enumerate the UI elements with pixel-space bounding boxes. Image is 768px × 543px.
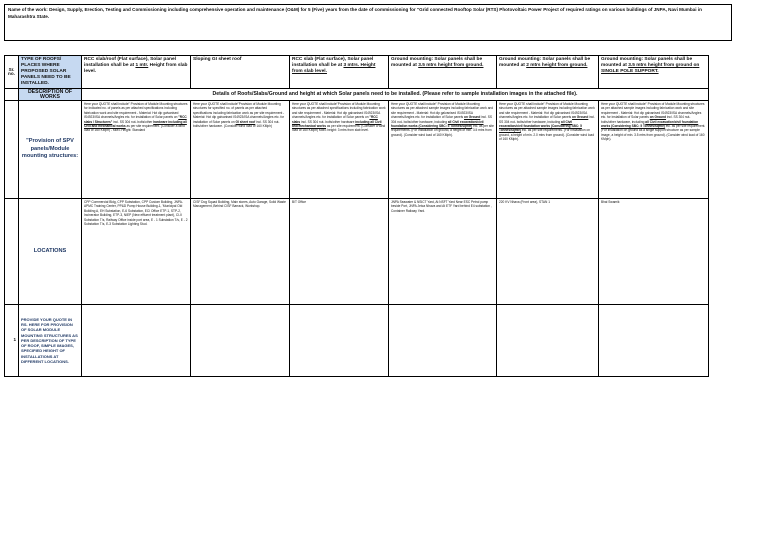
quote-input-cell-2[interactable] [191, 305, 290, 377]
location-cell-1: CPP Commercial Bldg, CPP Substation, CPP Custom Building, JNPA-APMC Training Center, PP&D Pump House Building-1, 'Municipal Old Building A, EH Substation, E-6 Substation, ECI Office ETP-1, STP-2, Incinerator Building, ETP-3, NIEP (New effluent treatment plant), CI-II Substation T/s, Railway Office inside port area, E - 1 Substation T/s, E - 2 Substation T/s, E-3 Substation Lighting Stud. [82, 199, 191, 305]
provision-cell-4: Here your QUOTE shall include" Provision of Module Mounting structures as per attached sample images including fabrication work and site requirement - Material: Hot dip galvanised IS4923/ISA channels/Angles etc. for installation of Solar panels on Ground incl. SS 304 nut- bolts/other hardware, including all Civil excavation/civil foundation works (Considering SBC: 5 Tonnes/sqmtr) etc. as per site requirements. (For installation on ground, a height of min. 3.5 mtrs from ground). (Consider wind load of 160 KMph). [389, 101, 497, 199]
location-cell-5: 220 KV Nhava (Front area), STAN 1 [497, 199, 599, 305]
provision-cell-5: Here your QUOTE shall include" Provision of Module Mounting structures as per attached sample images including fabrication work and site requirement - Material: Hot dip galvanised IS4923/ISA channels/Angles etc. for installation of Solar panels on Ground incl. SS 304 nut- bolts/other hardware, including all Civil excavation/civil foundation works (Considering SBC: 5 Tonnes/sqmtr) etc. as per site requirements. (For installation on ground, a height of min. 2.0 mtrs from ground). (Consider wind load of 160 KMph). [497, 101, 599, 199]
quote-input-cell-6[interactable] [599, 305, 709, 377]
column-header-6: Ground mounting: Solar panels shall be mounted at 3.5 mtrs height from ground on SINGLE POLE SUPPORT. [599, 56, 709, 89]
column-header-2: Sloping GI sheet roof [191, 56, 290, 89]
provision-cell-6: Here your QUOTE shall include" Provision of Module Mounting structures as per attached sample images including fabrication work and site requirement - Material: Hot dip galvanised IS4923/ISA channels/Angles etc. for installation of Solar panels on Ground incl. SS 304 nut- bolts/other hardware, including all Civil excavation/civil foundation works (Considering SBC: 5 Tonnes/sqmtr) etc. as per site requirement. (For installation on ground as a single support structure as per sample image, a height of min. 3.5 mtrs from ground). (Consider wind load of 160 KMph). [599, 101, 709, 199]
location-cell-3: B/T Office [290, 199, 389, 305]
sr-blank [5, 199, 19, 305]
quote-input-cell-3[interactable] [290, 305, 389, 377]
provision-cell-3: Here your QUOTE shall include"Provision of Module Mounting structures as per attached specifications including fabrication work and site requirement - Material: Hot dip galvanised IS4923/ISA channels/Angles etc. for installation of Solar panels on "RCC slabs incl. SS 304 nut- bolts/other hardware including all Civil and mechanical works as per site requirement. (Consider a wind load of 160 KMph) MMS height: 3 mtrs from slab level. [290, 101, 389, 199]
specification-table [4, 55, 709, 377]
details-banner: Details of Roofs/Slabs/Ground and height at which Solar panels need to be installed. (Please refer to sample installation images in the attached file). [82, 89, 709, 101]
column-header-1: RCC slab/roof (Flat surface), Solar panel installation shall be at 1 mtr. Height from slab level. [82, 56, 191, 89]
quote-label: PROVIDE YOUR QUOTE IN RS. HERE FOR PROVISION OF SOLAR MODULE MOUNTING STRUCTURES AS PER DESCRIPTION OF TYPE OF ROOF, SIMPLE IMAGES, SPECIFIED HEIGHT OF INSTALLATIONS AT DIFFERENT LOCATIONS. [19, 305, 82, 377]
provision-row [5, 101, 709, 199]
provision-cell-1: Here your QUOTE shall include" Provision of Module Mounting structures for indicated no. of panels as per attached specifications including fabrication work and site requirement - Material: Hot dip galvanised IS4923/ISA channels/Angles etc. for installation of Solar panels on "RCC slabs / Structures" incl. SS 304 nut- bolts/other hardware including all Civil and mechanical works as per site requirement. (Consider a wind load of 160 KMph) - MMS Height: Standard [82, 101, 191, 199]
sr-no-header: Sr. no. [5, 56, 19, 89]
locations-label: LOCATIONS [19, 199, 82, 305]
quote-input-cell-4[interactable] [389, 305, 497, 377]
column-header-5: Ground mounting: Solar panels shall be mounted at 2 mtrs height from ground. [497, 56, 599, 89]
sr-blank [5, 89, 19, 101]
sr-blank [5, 101, 19, 199]
banner-row [5, 89, 709, 101]
quote-input-cell-5[interactable] [497, 305, 599, 377]
work-title: Name of the work: Design, Supply, Erection, Testing and Commissioning including comprehensive operation and maintenance (O&M) for 5 (Five) years from the date of commissioning for "Grid connected Rooftop Solar (RTS) Photovoltaic Power Project of required ratings on various buildings of JNPA, Navi Mumbai in Maharashtra State. [4, 4, 732, 41]
locations-row [5, 199, 709, 305]
sr-number: 1 [5, 305, 19, 377]
header-row [5, 56, 709, 89]
provision-cell-2: Here your QUOTE shall include"Provision of Module Mounting structures for specified no. of panels as per attached specifications including fabrication work as per site requirement - Material: Hot dip galvanised IS4923/ISA channels/Angles etc. for installation of Solar panels on GI sheet roof incl. SS 304 nut- bolts/other hardware. (Consider wind load of 160 KMph) [191, 101, 290, 199]
quote-row [5, 305, 709, 377]
column-header-4: Ground mounting: Solar panels shall be mounted at 3.5 mtrs height from ground. [389, 56, 497, 89]
description-label: DESCRIPTION OF WORKS [19, 89, 82, 101]
location-cell-4: JNPA Seawater & NSICT Yard, At NSFT Yard Near ESC Petrol pump beside Port, JNPA Jetca Nhava and At ETF Yard behind E4 substation , Container Railway Yard. [389, 199, 497, 305]
provision-label: "Provision of SPV panels/Module mounting structures: [19, 101, 82, 199]
column-header-3: RCC slab (Flat surface), Solar panel installation shall be at 3 mtrs. Height from slab level. [290, 56, 389, 89]
location-cell-6: Bhai Swamik [599, 199, 709, 305]
roof-type-header: TYPE OF ROOFS/ PLACES WHERE PROPOSED SOLAR PANELS NEED TO BE INSTALLED. [19, 56, 82, 89]
quote-input-cell-1[interactable] [82, 305, 191, 377]
location-cell-2: CISF Dog Squad Building, Main stores, Auto Garage, Solid Waste Management ,Behind CISF Barrack, Workshop. [191, 199, 290, 305]
